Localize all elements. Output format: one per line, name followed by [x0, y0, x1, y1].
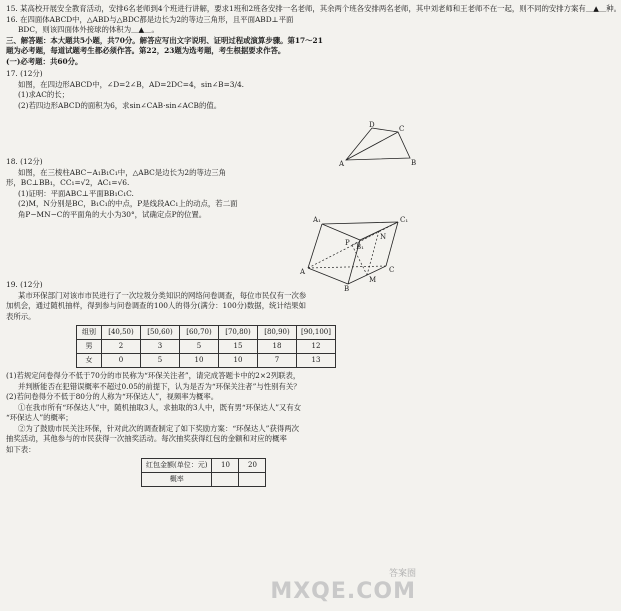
top-face — [322, 222, 398, 240]
section-3-line2: 题为必考题，每道试题考生都必须作答。第22，23题为选考题，考生根据要求作答。 — [6, 46, 286, 56]
vertex-label-c: C — [389, 266, 395, 274]
score-table-header — [77, 326, 336, 340]
question-19-part2-ii-line2: 抽奖活动，其他参与的市民获得一次抽奖活动。每次抽奖获得红包的金额和对应的概率 — [6, 434, 287, 444]
table-row — [77, 340, 336, 354]
section-3-line1: 三、解答题：本大题共5小题，共70分。解答应写出文字说明、证明过程或演算步骤。第17～21 — [6, 35, 323, 45]
question-16-line1: 16. 在四面体ABCD中，△ABD与△BDC都是边长为2的等边三角形，且平面ABD⊥平面 — [6, 14, 294, 24]
question-18-stem1: 如图，在三棱柱ABC−A₁B₁C₁中，△ABC是边长为2的等边三角 — [18, 167, 227, 177]
question-18-part1: (1)证明：平面ABC⊥平面BB₁C₁C. — [18, 188, 134, 198]
vertex-label-d: D — [369, 121, 375, 129]
table-row — [77, 354, 336, 368]
question-19-part2: (2)若问卷得分不低于80分的人称为“环保达人”，视频率为概率。 — [6, 392, 219, 402]
question-17-stem: 如图，在四边形ABCD中，∠D=2∠B，AD=2DC=4，sin∠B=3/4. — [18, 79, 245, 89]
table-header-cell: 组别 — [77, 326, 102, 340]
question-15: 15. 某高校开展安全教育活动，安排6名老师到4个班进行讲解，要求1班和2班各安排一名老师，其余两个班各安排两名老师，其中刘老师和王老师不在一起，则不同的安排方案有＿▲＿种。 — [6, 4, 621, 13]
vertex-label-b: B — [344, 285, 350, 293]
lateral-edge — [386, 222, 398, 266]
diagonal-ac — [346, 132, 398, 160]
table-cell: 2 — [102, 340, 141, 354]
point-label-n: N — [380, 233, 387, 241]
segment-mn — [367, 231, 379, 275]
table-cell: 0 — [102, 354, 141, 368]
table-header-cell: [40,50) — [102, 326, 141, 340]
table-header-cell: [70,80) — [219, 326, 258, 340]
table-row — [142, 459, 266, 473]
table-cell: 13 — [297, 354, 336, 368]
question-16-line2: BDC，则该四面体外接球的体积为＿▲＿。 — [18, 25, 159, 35]
table-cell: 15 — [219, 340, 258, 354]
table-cell: 20 — [239, 459, 266, 473]
question-19-heading: 19. (12分) — [6, 280, 43, 290]
vertex-label-a: A — [339, 160, 345, 168]
section-3-line3: (一)必考题：共60分。 — [6, 56, 83, 66]
table-header-cell: [50,60) — [141, 326, 180, 340]
vertex-label-c1: C₁ — [400, 216, 409, 224]
table-cell: 10 — [180, 354, 219, 368]
vertex-label-a1: A₁ — [313, 216, 321, 224]
table-cell — [239, 473, 266, 487]
question-19-part2-i-line2: “环保达人”的概率； — [6, 413, 73, 423]
question-19-stem3: 表所示。 — [6, 311, 36, 321]
question-18-stem2: 形，BC⊥BB₁，CC₁=√2，AC₁=√6. — [6, 178, 130, 188]
reward-table — [141, 458, 266, 487]
table-cell: 10 — [212, 459, 239, 473]
vertex-label-b1: B₁ — [356, 243, 364, 251]
table-row — [142, 473, 266, 487]
watermark-small: 答案圈 — [388, 569, 416, 580]
table-cell: 10 — [219, 354, 258, 368]
question-17-part1: (1)求AC的长； — [18, 90, 70, 100]
table-cell: 7 — [258, 354, 297, 368]
table-header-cell: [90,100] — [297, 326, 336, 340]
vertex-label-a: A — [300, 268, 306, 276]
table-cell: 红包金额(单位：元) — [142, 459, 212, 473]
hidden-edge — [308, 266, 386, 268]
table-cell: 5 — [141, 354, 180, 368]
table-cell: 3 — [141, 340, 180, 354]
table-cell: 12 — [297, 340, 336, 354]
table-header-cell: [80,90) — [258, 326, 297, 340]
table-cell: 男 — [77, 340, 102, 354]
table-header-cell: [60,70) — [180, 326, 219, 340]
question-19-part2-i-line1: ①在我市所有“环保达人”中，随机抽取3人，求抽取的3人中，既有男“环保达人”又有女 — [18, 402, 302, 412]
question-18-heading: 18. (12分) — [6, 157, 43, 167]
question-19-part1b: 并判断能否在犯错误概率不超过0.05的前提下，认为是否为“环保关注者”与性别有关？ — [18, 381, 301, 391]
point-label-p: P — [345, 239, 350, 247]
table-cell: 概率 — [142, 473, 212, 487]
segment-ac1 — [308, 222, 398, 268]
question-17-heading: 17. (12分) — [6, 69, 43, 79]
vertex-label-b: B — [411, 159, 417, 167]
lateral-edge — [308, 224, 322, 268]
question-18-part2b: 角P−MN−C的平面角的大小为30°，试确定点P的位置。 — [18, 209, 207, 219]
quadrilateral-figure — [338, 120, 418, 170]
question-19-part2-ii-line1: ②为了鼓励市民关注环保，针对此次的调查制定了如下奖励方案：“环保达人”获得两次 — [18, 423, 300, 433]
vertex-label-c: C — [399, 125, 405, 133]
score-table — [76, 325, 336, 368]
table-cell — [212, 473, 239, 487]
table-cell: 女 — [77, 354, 102, 368]
table-cell: 18 — [258, 340, 297, 354]
bottom-edge — [308, 268, 348, 284]
question-19-stem1: 某市环保部门对该市市民进行了一次垃圾分类知识的网络问卷调查，每位市民仅有一次参 — [18, 290, 307, 300]
question-19-stem2: 加机会，通过随机抽样，得到参与问卷调查的100人的得分(满分：100分)数据，统计结果如 — [6, 301, 307, 311]
point-label-m: M — [369, 276, 377, 284]
question-18-part2a: (2)M，N分别是BC，B₁C₁的中点，P是线段AC₁上的动点，若二面 — [18, 199, 238, 209]
prism-figure — [300, 212, 418, 292]
question-17-part2: (2)若四边形ABCD的面积为6，求sin∠CAB·sin∠ACB的值。 — [18, 100, 222, 110]
watermark: MXQE.COM — [270, 578, 416, 604]
question-19-part2-ii-line3: 如下表： — [6, 444, 36, 454]
table-cell: 5 — [180, 340, 219, 354]
question-19-part1a: (1)若规定问卷得分不低于70分的市民称为“环保关注者”，请完成答题卡中的2×2列联表， — [6, 371, 301, 381]
